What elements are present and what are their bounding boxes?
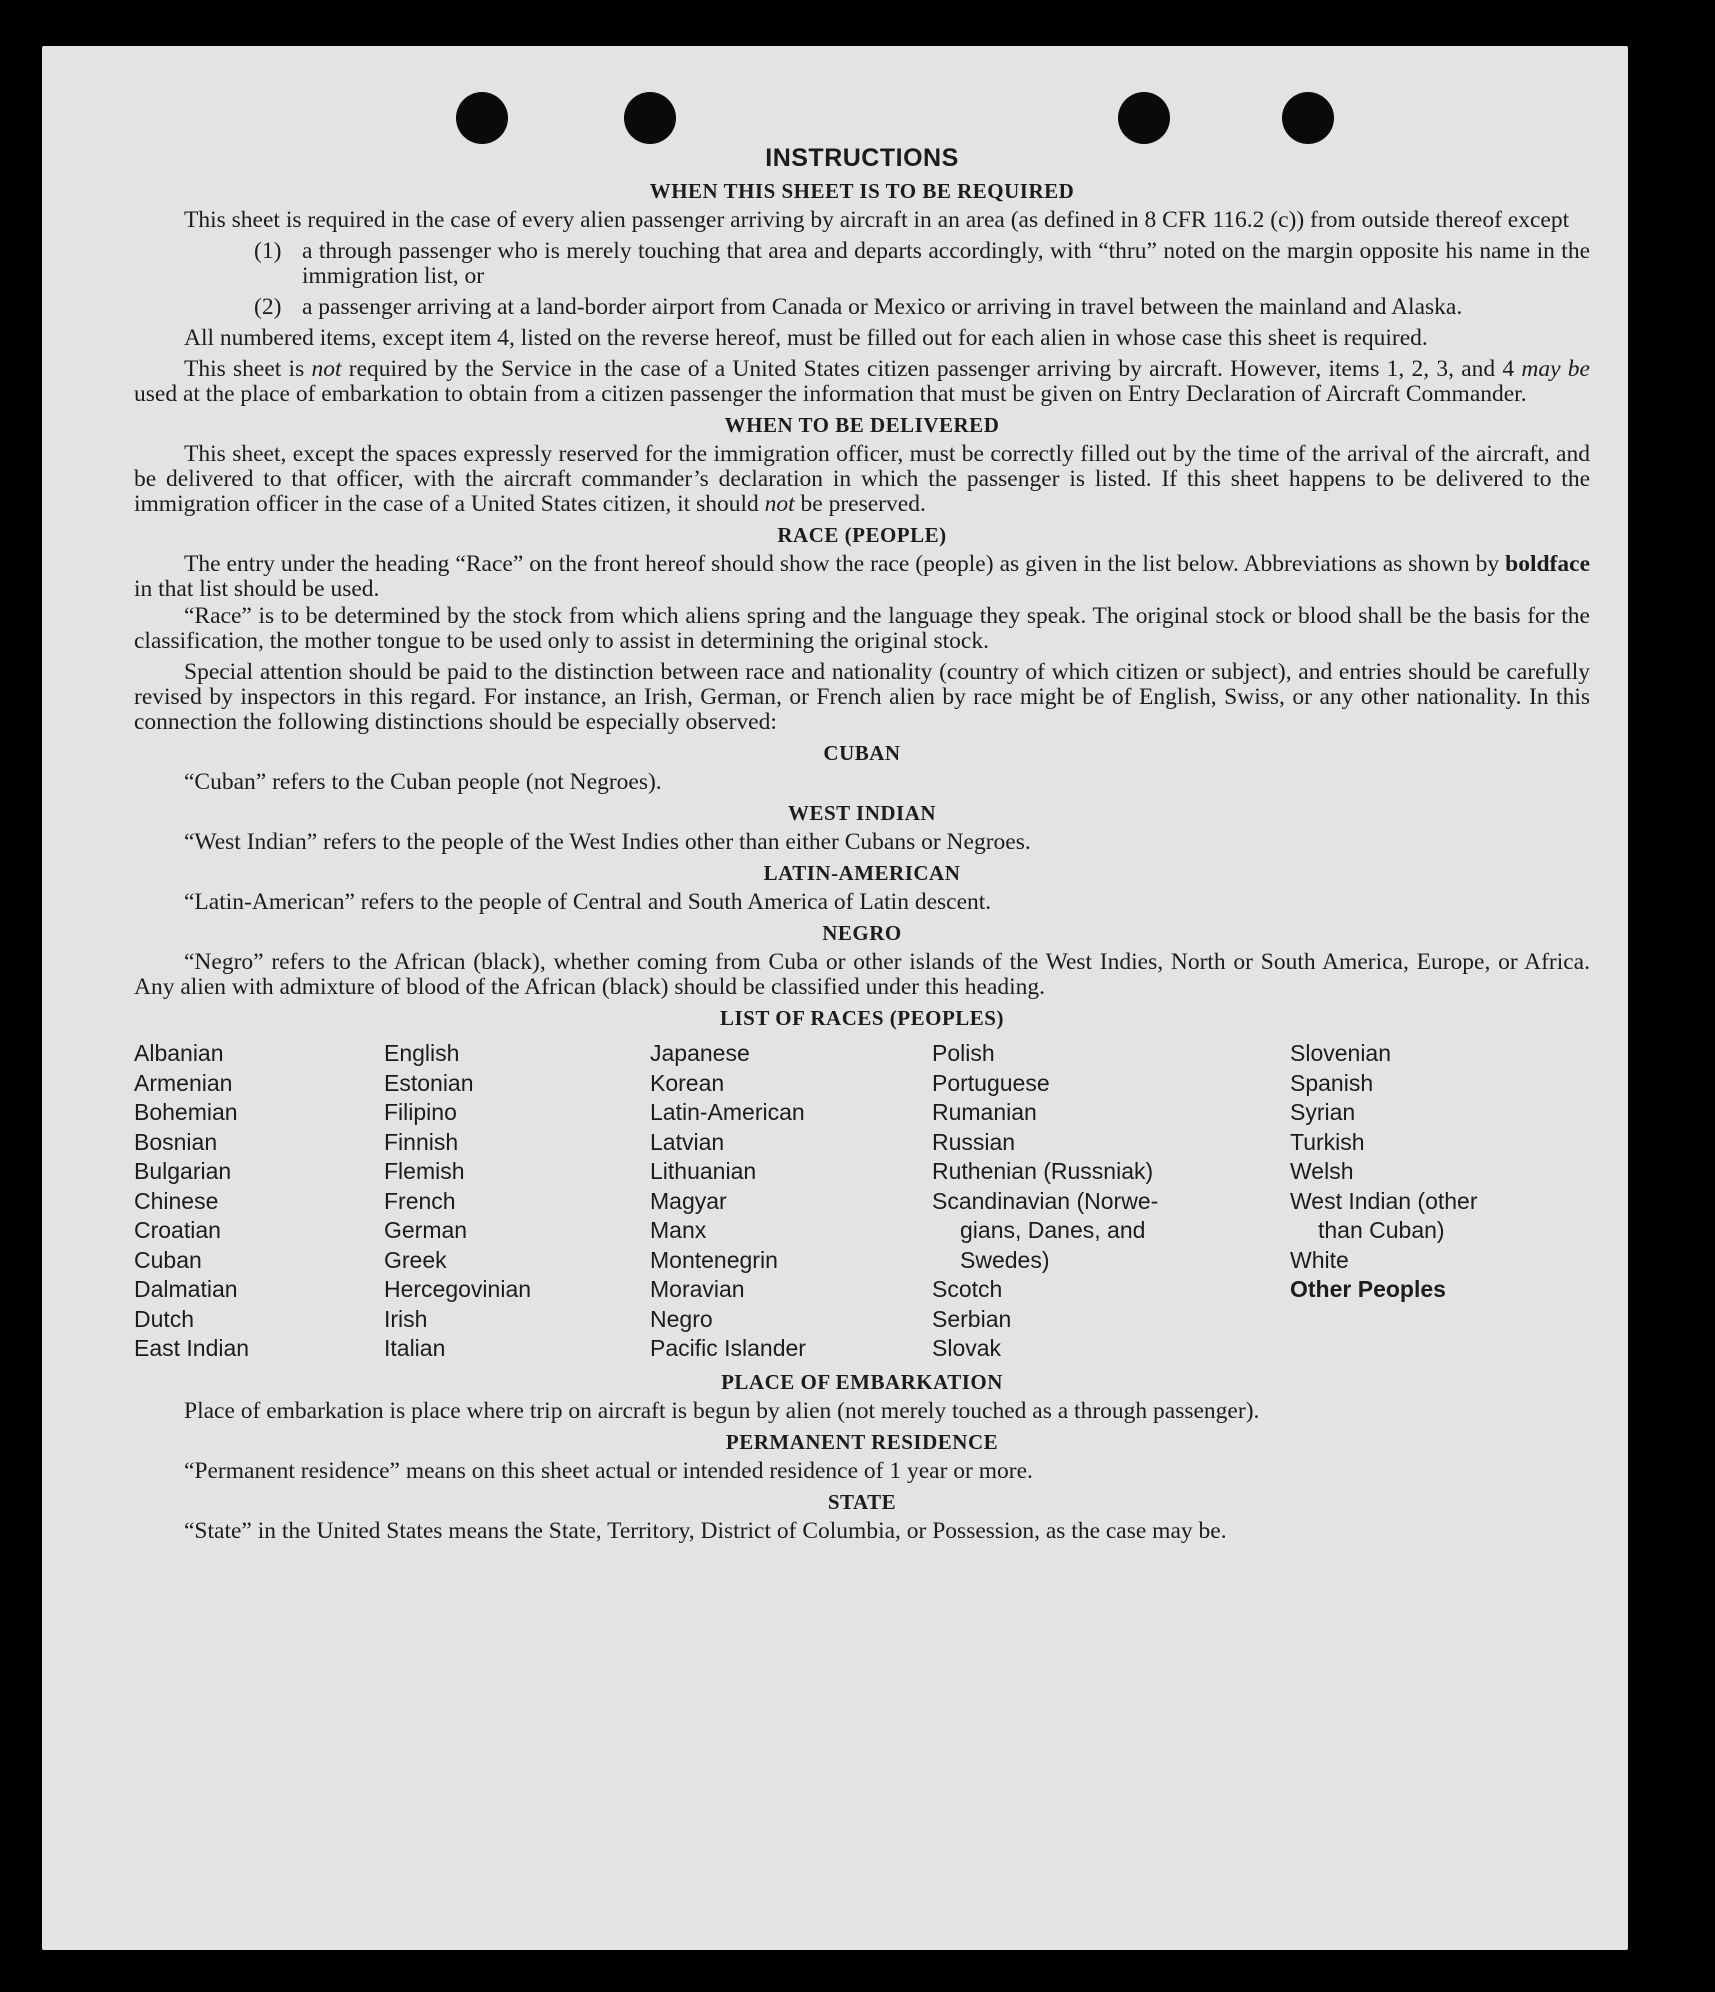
paragraph: “Permanent residence” means on this sheet actual or intended residence of 1 year or more.: [184, 1457, 1033, 1484]
race-entry: Lithuanian: [650, 1158, 757, 1184]
paragraph: “Race” is to be determined by the stock from which aliens spring and the language they speak. The original stock or blood shall be the basis for the classification, the mother tongue to be used only to assist in determining the original stock.: [134, 603, 1590, 654]
heading-embarkation: PLACE OF EMBARKATION: [721, 1369, 1003, 1394]
text-run: The entry under the heading “Race” on the front hereof should show the race (people) as given in the list below. Abbreviations as shown by: [184, 551, 1506, 577]
race-entry: Rumanian: [932, 1099, 1037, 1125]
heading-cuban: CUBAN: [823, 741, 901, 765]
heading-latin-american: LATIN-AMERICAN: [763, 861, 961, 885]
text-run: This sheet, except the spaces expressly reserved for the immigration officer, must be correctly filled out by the time of the arrival of the aircraft, and be delivered to that officer, with the aircraft commander’s declaration in which the passenger is listed. If this sheet happens to be delivered to the immigration officer in the case of a United States citizen, it should: [134, 441, 1590, 517]
race-entry: Syrian: [1290, 1099, 1356, 1125]
page-title: INSTRUCTIONS: [765, 144, 959, 172]
paragraph: All numbered items, except item 4, listed on the reverse hereof, must be filled out for each alien in whose case this sheet is required.: [184, 325, 1428, 351]
heading-negro: NEGRO: [822, 921, 902, 945]
text-run: be preserved.: [794, 491, 926, 517]
paragraph: “Negro” refers to the African (black), whether coming from Cuba or other islands of the West Indies, North or South America, Europe, or Africa. Any alien with admixture of blood of the African (black) should be classified under this heading.: [134, 949, 1590, 1000]
race-entry: Filipino: [384, 1099, 457, 1125]
paragraph: “Cuban” refers to the Cuban people (not Negroes).: [184, 769, 662, 795]
race-entry: Flemish: [384, 1158, 465, 1184]
race-entry: German: [384, 1217, 468, 1243]
heading-list-of-races: LIST OF RACES (PEOPLES): [720, 1006, 1004, 1030]
race-entry: Serbian: [932, 1305, 1012, 1332]
races-list: [134, 1039, 1590, 1364]
race-entry: Scotch: [932, 1276, 1003, 1302]
race-entry: Japanese: [650, 1040, 750, 1066]
race-entry: Magyar: [650, 1187, 727, 1214]
races-column: [134, 1039, 384, 1364]
race-entry: Slovenian: [1290, 1040, 1392, 1066]
race-entry: Chinese: [134, 1187, 219, 1214]
heading-residence: PERMANENT RESIDENCE: [725, 1429, 999, 1454]
italic-text: not: [764, 491, 795, 517]
paragraph: “State” in the United States means the State, Territory, District of Columbia, or Possession, as the case may be.: [184, 1517, 1227, 1544]
item-text: a passenger arriving at a land-border airport from Canada or Mexico or arriving in travel between the mainland and Alaska.: [302, 294, 1463, 320]
race-entry: Estonian: [384, 1069, 474, 1096]
race-entry: French: [384, 1187, 456, 1214]
item-number: (1): [254, 238, 282, 264]
race-entry: Manx: [650, 1217, 707, 1243]
paragraph: [134, 442, 1590, 517]
race-entry: Finnish: [384, 1128, 459, 1155]
race-entry: Montenegrin: [650, 1246, 778, 1273]
race-entry: Albanian: [134, 1040, 224, 1066]
paragraph: [134, 357, 1590, 407]
document-sheet: [42, 46, 1628, 1950]
race-entry: Ruthenian (Russniak): [932, 1158, 1154, 1184]
race-entry: Korean: [650, 1069, 725, 1096]
races-column: [384, 1039, 650, 1364]
races-column: [1290, 1039, 1580, 1364]
race-entry: Bohemian: [134, 1099, 238, 1125]
race-entry: Croatian: [134, 1217, 221, 1243]
list-item: [254, 239, 1590, 289]
race-entry: West Indian (other: [1290, 1187, 1478, 1214]
race-entry: East Indian: [134, 1335, 250, 1361]
italic-text: may be: [1521, 356, 1590, 382]
race-entry: English: [384, 1040, 460, 1066]
race-entry: Latvian: [650, 1128, 725, 1155]
race-entry: Scandinavian (Norwe-: [932, 1187, 1159, 1214]
race-entry: Polish: [932, 1040, 995, 1066]
heading-when-required: WHEN THIS SHEET IS TO BE REQUIRED: [649, 179, 1075, 203]
race-entry: Portuguese: [932, 1069, 1050, 1096]
race-entry: Hercegovinian: [384, 1276, 532, 1302]
paragraph: Place of embarkation is place where trip on aircraft is begun by alien (not merely touched as a through passenger).: [184, 1397, 1260, 1424]
text-run: in that list should be used.: [134, 576, 380, 602]
race-entry: Spanish: [1290, 1069, 1374, 1096]
heading-when-delivered: WHEN TO BE DELIVERED: [724, 413, 1000, 437]
race-entry: Italian: [384, 1335, 446, 1361]
paragraph: “West Indian” refers to the people of the West Indies other than either Cubans or Negroes.: [184, 829, 1031, 855]
race-entry: than Cuban): [1318, 1217, 1445, 1243]
race-entry: White: [1290, 1246, 1349, 1273]
instructions-content: [134, 100, 1590, 1550]
race-entry: gians, Danes, and: [960, 1217, 1146, 1243]
text-run: This sheet is: [184, 356, 312, 382]
races-column: [650, 1039, 932, 1364]
race-entry: Russian: [932, 1128, 1016, 1155]
race-entry: Latin-American: [650, 1099, 805, 1125]
race-entry: Bosnian: [134, 1128, 218, 1155]
race-entry: Irish: [384, 1305, 428, 1332]
paragraph: [134, 552, 1590, 602]
race-entry: Welsh: [1290, 1158, 1354, 1184]
text-run: required by the Service in the case of a United States citizen passenger arriving by aircraft. However, items 1, 2, 3, and 4: [341, 356, 1522, 382]
race-entry: Slovak: [932, 1335, 1002, 1361]
race-entry: Moravian: [650, 1276, 745, 1302]
race-entry: Turkish: [1290, 1128, 1365, 1155]
race-entry: Other Peoples: [1290, 1276, 1446, 1302]
heading-west-indian: WEST INDIAN: [787, 801, 937, 825]
race-entry: Dutch: [134, 1305, 195, 1332]
paragraph: “Latin-American” refers to the people of Central and South America of Latin descent.: [184, 889, 992, 915]
race-entry: Negro: [650, 1305, 713, 1332]
race-entry: Armenian: [134, 1069, 233, 1096]
item-number: (2): [254, 294, 282, 320]
italic-text: not: [311, 356, 342, 382]
paragraph: Special attention should be paid to the distinction between race and nationality (country of which citizen or subject), and entries should be carefully revised by inspectors in this regard. For instance, an Irish, German, or French alien by race might be of English, Swiss, or any other nationality. In this connection the following distinctions should be especially observed:: [134, 659, 1590, 735]
text-run: used at the place of embarkation to obtain from a citizen passenger the information that must be given on Entry Declaration of Aircraft Commander.: [134, 381, 1527, 407]
race-entry: Cuban: [134, 1246, 202, 1273]
race-entry: Pacific Islander: [650, 1335, 806, 1361]
paragraph: This sheet is required in the case of every alien passenger arriving by aircraft in an area (as defined in 8 CFR 116.2 (c)) from outside thereof except: [184, 207, 1570, 233]
race-entry: Greek: [384, 1246, 447, 1273]
heading-state: STATE: [827, 1489, 897, 1514]
heading-race: RACE (PEOPLE): [777, 523, 947, 547]
races-column: [932, 1039, 1290, 1364]
race-entry: Bulgarian: [134, 1158, 232, 1184]
list-item: [254, 295, 1590, 320]
race-entry: Swedes): [960, 1246, 1050, 1273]
bold-text: boldface: [1505, 551, 1590, 577]
race-entry: Dalmatian: [134, 1276, 238, 1302]
item-text: a through passenger who is merely touching that area and departs accordingly, with “thru” noted on the margin opposite his name in the immigration list, or: [302, 238, 1590, 289]
